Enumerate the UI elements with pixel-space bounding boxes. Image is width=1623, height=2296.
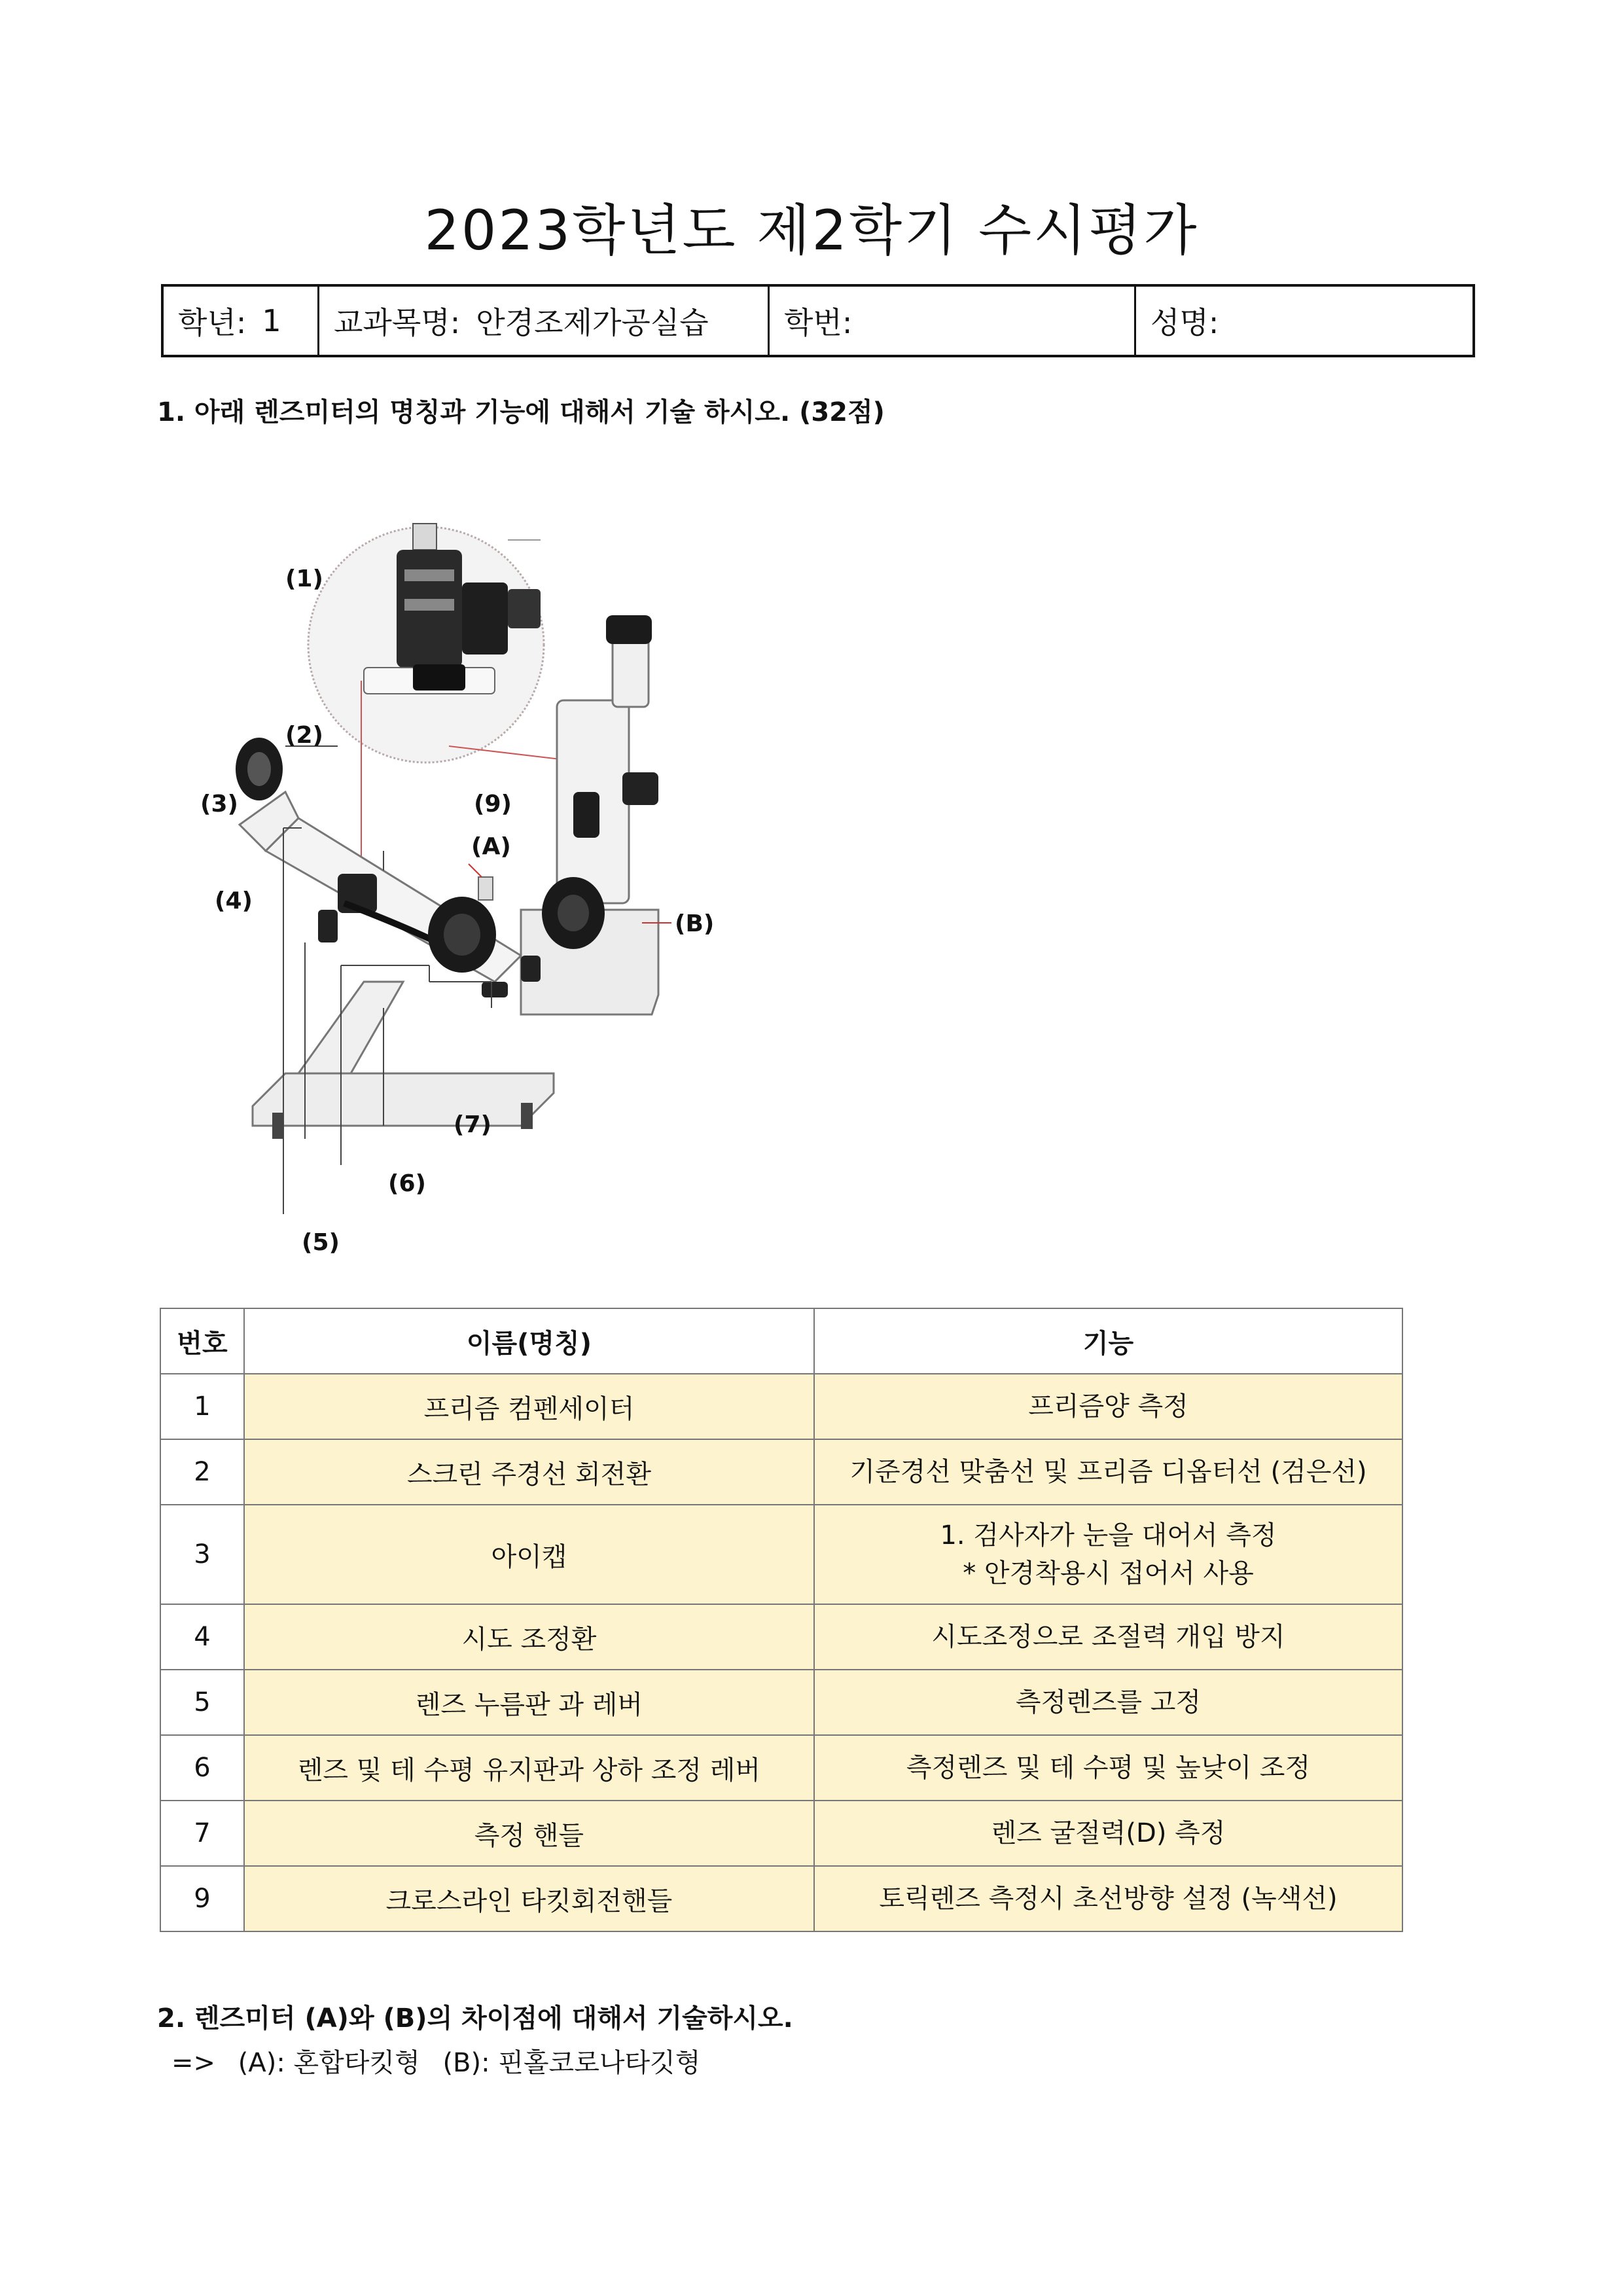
table-row: [160, 1670, 1402, 1735]
student-no-cell: [770, 287, 1136, 355]
answer-prefix: =>: [171, 2048, 216, 2078]
row-name: 시도 조정환: [244, 1604, 814, 1670]
function-line: 시도조정으로 조절력 개입 방지: [931, 1622, 1285, 1652]
subject-value: 안경조제가공실습: [476, 305, 709, 340]
callout-3: (3): [200, 791, 238, 817]
callout-b: (B): [675, 910, 715, 937]
subject-label: 교과목명:: [334, 305, 461, 340]
lensmeter-figure: [154, 484, 730, 1257]
row-name: 프리즘 컴펜세이터: [244, 1374, 814, 1439]
table-row: [160, 1374, 1402, 1439]
row-function: [814, 1604, 1402, 1670]
row-number: 3: [160, 1505, 244, 1604]
header-name: 이름(명칭): [244, 1308, 814, 1374]
table-row: [160, 1866, 1402, 1931]
callout-1: (1): [285, 565, 323, 592]
table-header-row: [160, 1308, 1402, 1374]
eyepiece-b: [606, 615, 652, 644]
row-number: 4: [160, 1604, 244, 1670]
callout-4: (4): [215, 888, 253, 914]
name-label: 성명:: [1150, 305, 1219, 340]
table-row: [160, 1505, 1402, 1604]
row-function: [814, 1866, 1402, 1931]
function-line: 기준경선 맞춤선 및 프리즘 디옵터선 (검은선): [849, 1457, 1367, 1487]
row-name: 측정 핸들: [244, 1801, 814, 1866]
header-function: 기능: [814, 1308, 1402, 1374]
row-name: 렌즈 및 테 수평 유지판과 상하 조정 레버: [244, 1735, 814, 1801]
row-function: [814, 1439, 1402, 1505]
answer-b: (B): 핀홀코로나타깃형: [442, 2048, 701, 2078]
page-title: 2023학년도 제2학기 수시평가: [424, 198, 1199, 262]
table-row: [160, 1604, 1402, 1670]
question-2-answer: [171, 2042, 715, 2079]
row-number: 2: [160, 1439, 244, 1505]
grade-value: 1: [262, 303, 281, 338]
student-no-label: 학번:: [784, 305, 853, 340]
function-line: 측정렌즈를 고정: [1015, 1687, 1202, 1717]
table-row: [160, 1801, 1402, 1866]
grade-label: 학년:: [178, 305, 247, 340]
row-number: 1: [160, 1374, 244, 1439]
callout-5: (5): [302, 1229, 340, 1256]
row-name: 아이캡: [244, 1505, 814, 1604]
function-line: 측정렌즈 및 테 수평 및 높낮이 조정: [906, 1753, 1311, 1783]
student-info-table: [161, 284, 1475, 357]
function-line: 토릭렌즈 측정시 초선방향 설정 (녹색선): [879, 1884, 1338, 1914]
table-row: [160, 1735, 1402, 1801]
grade-cell: [164, 287, 319, 355]
row-number: 9: [160, 1866, 244, 1931]
row-function: [814, 1670, 1402, 1735]
function-line: 프리즘양 측정: [1028, 1391, 1188, 1422]
function-line: 1. 검사자가 눈을 대어서 측정: [940, 1520, 1277, 1551]
row-function: [814, 1801, 1402, 1866]
function-line: 렌즈 굴절력(D) 측정: [991, 1818, 1226, 1848]
row-number: 7: [160, 1801, 244, 1866]
row-number: 5: [160, 1670, 244, 1735]
lensmeter-illustration: [154, 484, 730, 1257]
question-1-heading: 1. 아래 렌즈미터의 명칭과 기능에 대해서 기술 하시오. (32점): [157, 397, 885, 427]
function-line: * 안경착용시 접어서 사용: [963, 1558, 1254, 1588]
row-function: [814, 1735, 1402, 1801]
question-2-heading: 2. 렌즈미터 (A)와 (B)의 차이점에 대해서 기술하시오.: [157, 2003, 793, 2034]
row-name: 크로스라인 타킷회전핸들: [244, 1866, 814, 1931]
row-number: 6: [160, 1735, 244, 1801]
callout-6: (6): [388, 1170, 426, 1197]
header-number: 번호: [160, 1308, 244, 1374]
subject-cell: [319, 287, 770, 355]
row-function: [814, 1374, 1402, 1439]
callout-9: (9): [474, 791, 512, 817]
answer-a: (A): 혼합타킷형: [238, 2048, 420, 2078]
name-cell: [1136, 287, 1472, 355]
callout-7: (7): [454, 1111, 491, 1138]
row-name: 스크린 주경선 회전환: [244, 1439, 814, 1505]
row-function: [814, 1505, 1402, 1604]
base-plate-a: [253, 1073, 554, 1126]
row-name: 렌즈 누름판 과 레버: [244, 1670, 814, 1735]
callout-a: (A): [471, 833, 511, 860]
table-row: [160, 1439, 1402, 1505]
answer-table: [160, 1308, 1403, 1932]
callout-2: (2): [285, 722, 323, 749]
